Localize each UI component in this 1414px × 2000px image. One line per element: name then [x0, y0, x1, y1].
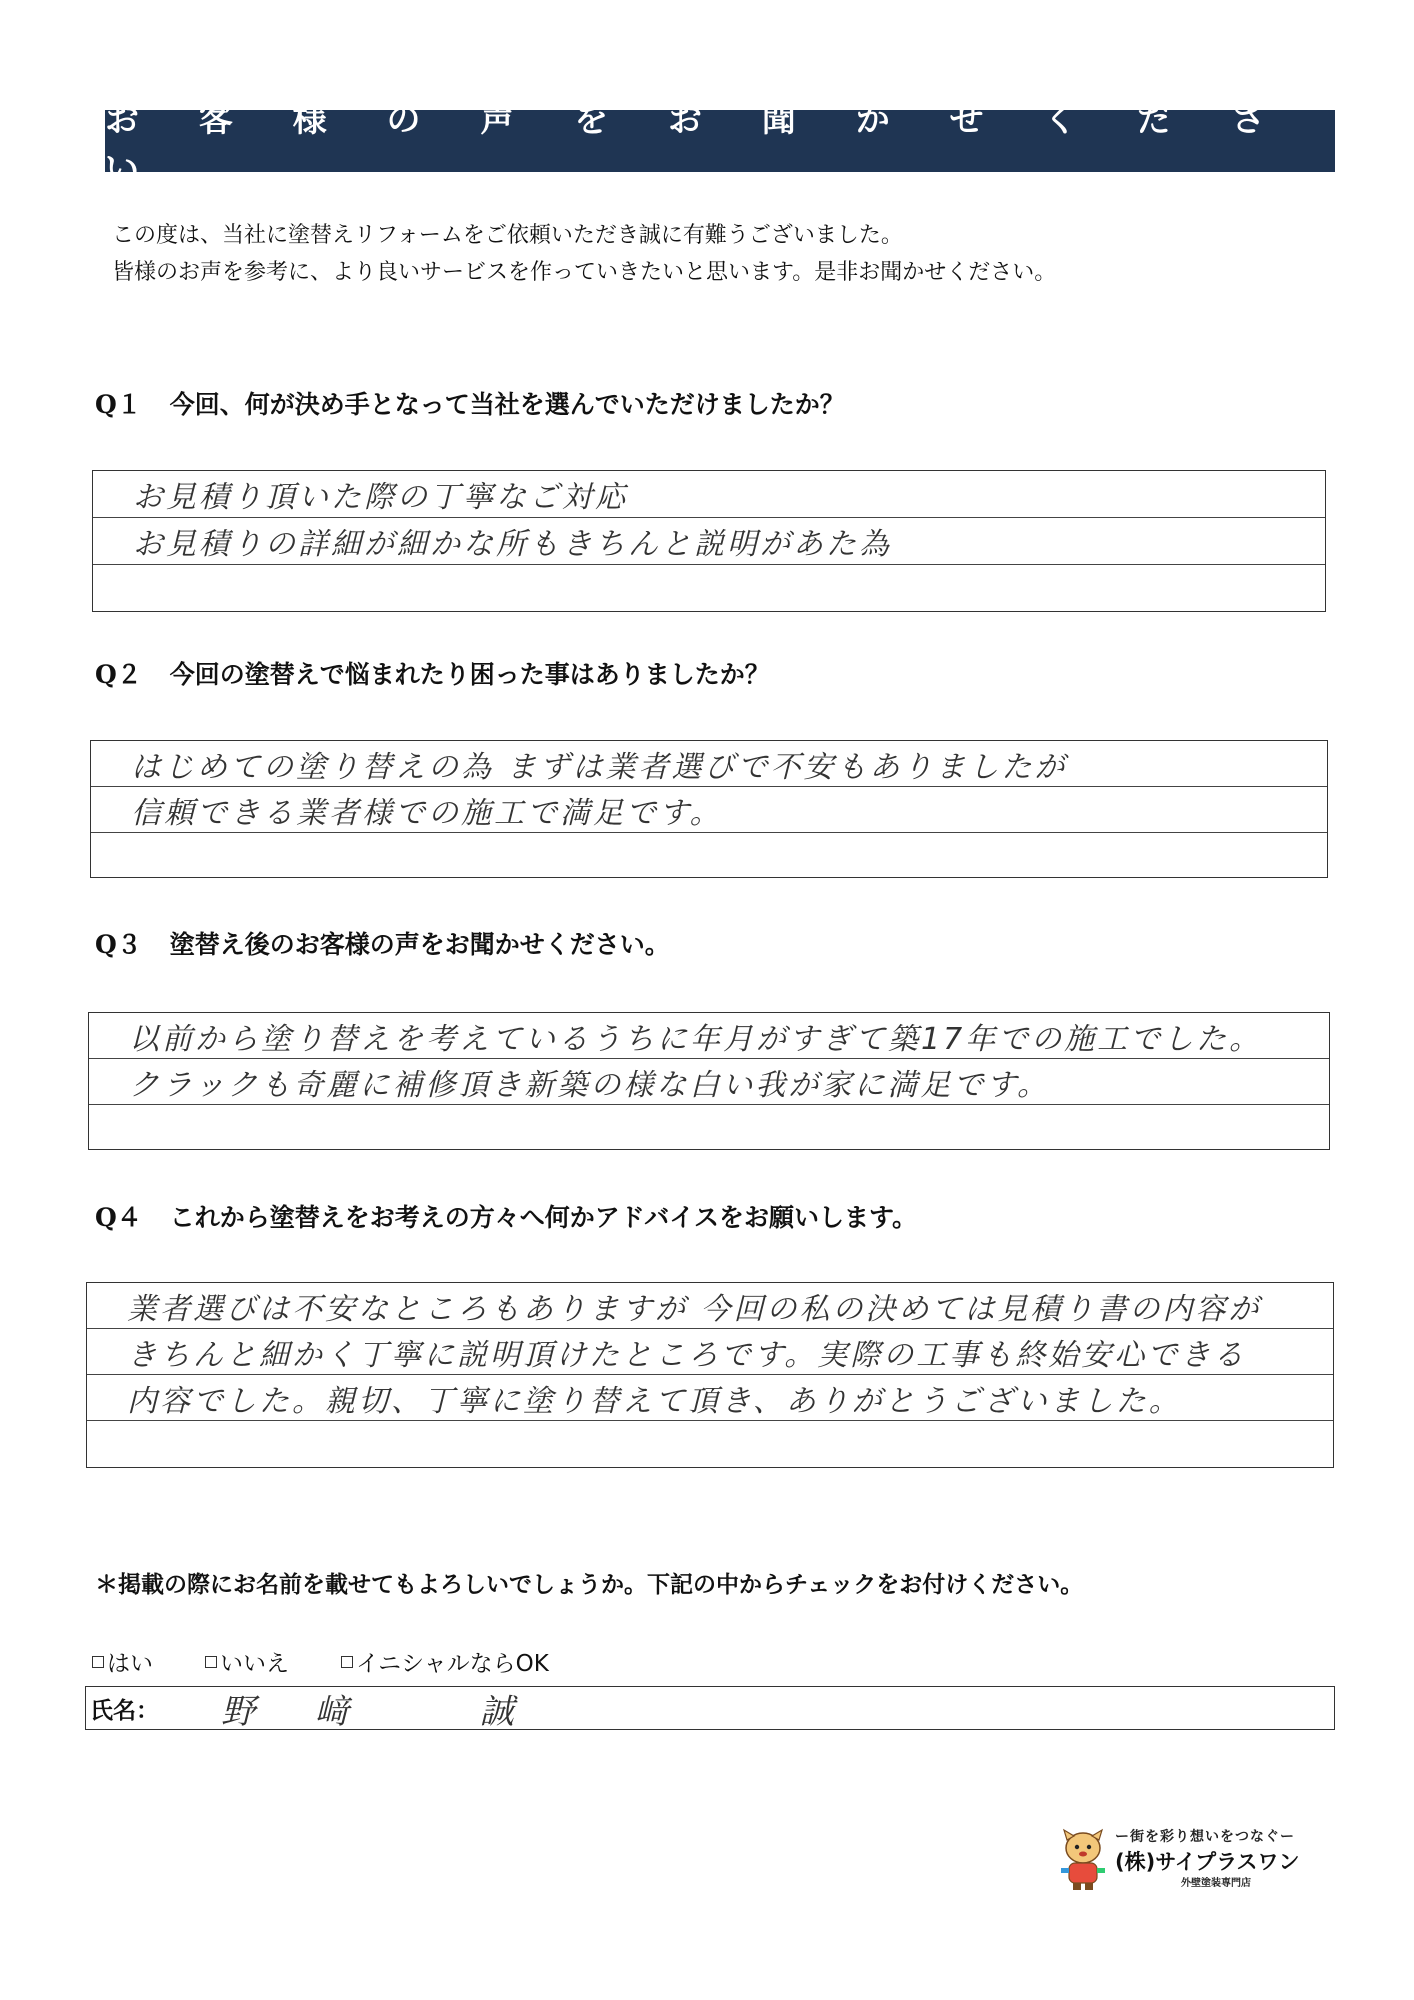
question-4 [95, 1198, 917, 1234]
question-4-text: これから塗替えをお考えの方々へ何かアドバイスをお願いします。 [169, 1203, 918, 1232]
answer-1-line-3 [93, 565, 1325, 611]
question-2 [95, 655, 770, 691]
logo-subtitle: 外壁塗装専門店 [1181, 1878, 1251, 1889]
intro-line-1: この度は、当社に塗替えリフォームをご依頼いただき誠に有難うございました。 [112, 223, 903, 248]
page-title-banner [105, 100, 1335, 189]
question-2-label: Q２ [95, 660, 142, 689]
logo-tagline: ー街を彩り想いをつなぐー [1115, 1829, 1295, 1845]
answer-3-line-3 [89, 1105, 1329, 1149]
question-1 [95, 385, 845, 421]
checkbox-yes[interactable] [92, 1656, 104, 1668]
question-2-text: 今回の塗替えで悩まれたり困った事はありましたか？ [169, 660, 770, 689]
company-logo [1055, 1820, 1305, 1895]
publication-note: ＊掲載の際にお名前を載せてもよろしいでしょうか。下記の中からチェックをお付けください。 [95, 1571, 1084, 1598]
question-4-label: Q４ [95, 1203, 142, 1232]
intro-line-2: 皆様のお声を参考に、より良いサービスを作っていきたいと思います。是非お聞かせください。 [112, 260, 1057, 285]
checkbox-initials[interactable] [341, 1656, 353, 1668]
answer-4-line-4 [87, 1421, 1333, 1466]
checkbox-no[interactable] [205, 1656, 217, 1668]
mascot-icon [1055, 1826, 1111, 1892]
answer-3-line-1: 以前から塗り替えを考えているうちに年月がすぎて築17年での施工でした。 [89, 1013, 1329, 1059]
answer-1-line-1: お見積り頂いた際の丁寧なご対応 [93, 471, 1325, 518]
answer-3-box [88, 1012, 1330, 1150]
answer-2-line-2: 信頼できる業者様での施工で満足です。 [91, 787, 1327, 833]
option-no[interactable] [205, 1645, 289, 1678]
answer-4-line-2: きちんと細かく丁寧に説明頂けたところです。実際の工事も終始安心できる [87, 1329, 1333, 1375]
question-3 [95, 925, 670, 961]
option-no-label: いいえ [220, 1651, 289, 1677]
option-yes[interactable] [92, 1645, 153, 1678]
question-3-text: 塗替え後のお客様の声をお聞かせください。 [169, 930, 670, 959]
name-value: 野﨑 誠 [221, 1691, 574, 1732]
answer-4-line-1: 業者選びは不安なところもありますが 今回の私の決めては見積り書の内容が [87, 1283, 1333, 1329]
answer-2-line-1: はじめての塗り替えの為 まずは業者選びで不安もありましたが [91, 741, 1327, 787]
answer-2-line-3 [91, 833, 1327, 877]
page-title: お 客 様 の 声 を お 聞 か せ く だ さ い [105, 100, 1290, 189]
option-yes-label: はい [107, 1651, 153, 1677]
answer-2-box [90, 740, 1328, 878]
name-label: 氏名： [90, 1697, 159, 1724]
answer-4-box [86, 1282, 1334, 1468]
question-1-label: Q１ [95, 390, 142, 419]
answer-1-line-2: お見積りの詳細が細かな所もきちんと説明があた為 [93, 518, 1325, 565]
option-initials-label: イニシャルならOK [356, 1651, 549, 1677]
option-initials[interactable] [341, 1645, 549, 1678]
answer-1-box [92, 470, 1326, 612]
answer-4-line-3: 内容でした。親切、丁寧に塗り替えて頂き、ありがとうございました。 [87, 1375, 1333, 1421]
question-3-label: Q３ [95, 930, 142, 959]
answer-3-line-2: クラックも奇麗に補修頂き新築の様な白い我が家に満足です。 [89, 1059, 1329, 1105]
publication-options [92, 1645, 549, 1678]
question-1-text: 今回、何が決め手となって当社を選んでいただけましたか？ [169, 390, 845, 419]
logo-company-name: (株)サイプラスワン [1115, 1850, 1300, 1874]
name-field [85, 1686, 1335, 1730]
